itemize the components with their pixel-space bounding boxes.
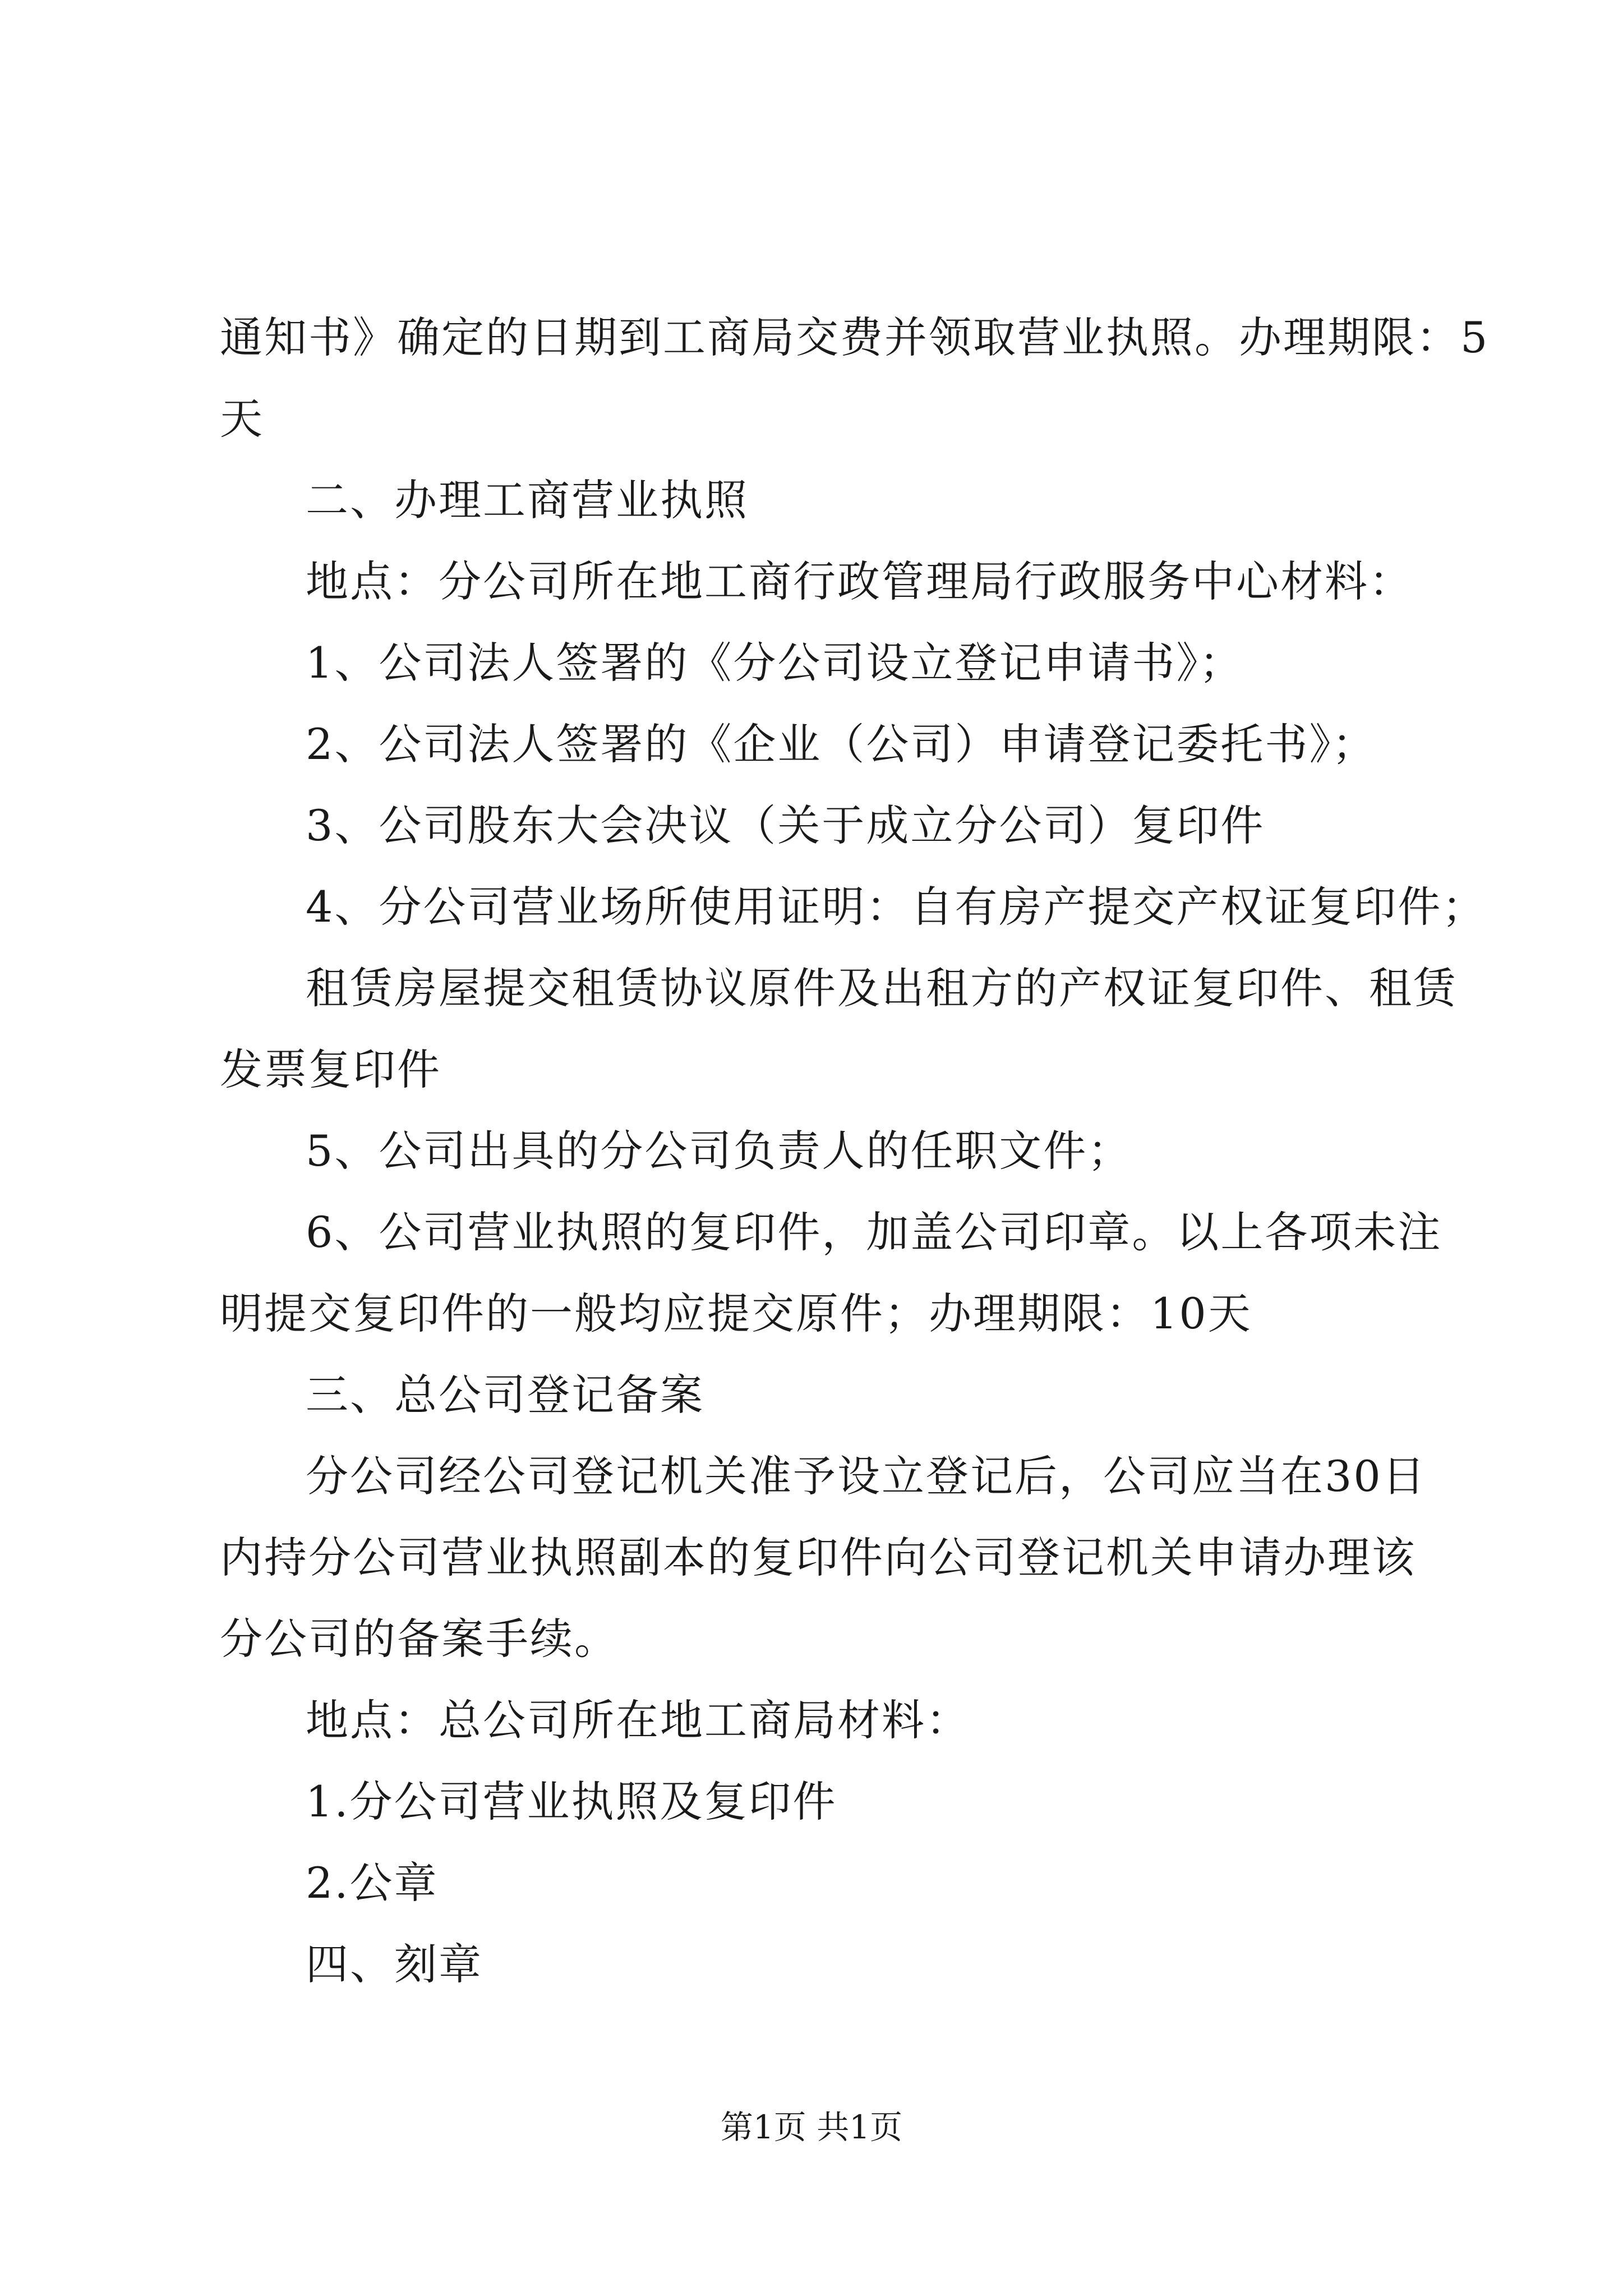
body-line: 天 [220, 394, 264, 444]
list-item: 5、公司出具的分公司负责人的任职文件； [306, 1126, 1132, 1176]
list-item: 2、公司法人签署的《企业（公司）申请登记委托书》； [306, 719, 1377, 769]
body-line: 发票复印件 [220, 1045, 441, 1094]
body-line: 通知书》确定的日期到工商局交费并领取营业执照。办理期限：5 [220, 312, 1490, 362]
list-item: 6、公司营业执照的复印件，加盖公司印章。以上各项未注 [306, 1207, 1442, 1257]
body-line: 明提交复印件的一般均应提交原件；办理期限：10天 [220, 1289, 1252, 1338]
list-item: 1、公司法人签署的《分公司设立登记申请书》； [306, 638, 1244, 688]
page-footer: 第1页 共1页 [720, 2108, 903, 2146]
list-item: 4、分公司营业场所使用证明：自有房产提交产权证复印件； [306, 882, 1487, 932]
body-line: 租赁房屋提交租赁协议原件及出租方的产权证复印件、租赁 [306, 963, 1458, 1013]
section-heading: 二、办理工商营业执照 [306, 475, 749, 525]
list-item: 3、公司股东大会决议（关于成立分公司）复印件 [306, 800, 1265, 850]
list-item: 1.分公司营业执照及复印件 [306, 1777, 837, 1826]
section-heading: 四、刻章 [306, 1939, 483, 1989]
list-item: 2.公章 [306, 1858, 439, 1908]
body-line: 地点：总公司所在地工商局材料： [306, 1695, 970, 1745]
body-line: 内持分公司营业执照副本的复印件向公司登记机关申请办理该 [220, 1533, 1416, 1582]
section-heading: 三、总公司登记备案 [306, 1370, 704, 1420]
body-line: 地点：分公司所在地工商行政管理局行政服务中心材料： [306, 556, 1413, 606]
body-line: 分公司的备案手续。 [220, 1614, 619, 1664]
body-line: 分公司经公司登记机关准予设立登记后，公司应当在30日 [306, 1451, 1427, 1501]
